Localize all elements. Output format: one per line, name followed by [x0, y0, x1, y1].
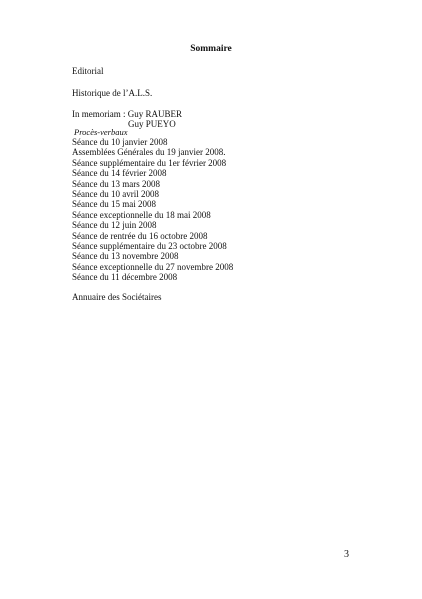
seance-item: Séance supplémentaire du 1er février 2008: [72, 157, 227, 168]
seance-item: Séance du 12 juin 2008: [72, 220, 157, 231]
seance-item: Séance du 14 février 2008: [72, 168, 167, 179]
toc-entry-annuaire: Annuaire des Sociétaires: [72, 292, 162, 302]
seance-item: Séance du 10 avril 2008: [72, 189, 159, 200]
page-number: 3: [344, 549, 349, 560]
toc-entry-historique: Historique de l’A.L.S.: [72, 88, 153, 98]
seance-item: Séance supplémentaire du 23 octobre 2008: [72, 241, 227, 252]
seance-item: Séance du 13 novembre 2008: [72, 251, 179, 262]
in-memoriam-line-1: In memoriam : Guy RAUBER: [72, 109, 182, 119]
seance-item: Séance exceptionnelle du 27 novembre 2008: [72, 261, 234, 272]
seances-list: [72, 137, 233, 283]
seance-item: Séance exceptionnelle du 18 mai 2008: [72, 209, 211, 220]
proces-verbaux-heading: Procès-verbaux: [74, 127, 128, 137]
toc-entry-editorial: Editorial: [72, 66, 104, 76]
seance-item: Séance du 13 mars 2008: [72, 178, 160, 189]
page-title: Sommaire: [190, 44, 232, 54]
seance-item: Séance du 11 décembre 2008: [72, 272, 178, 283]
seance-item: Séance de rentrée du 16 octobre 2008: [72, 230, 208, 241]
seance-item: Séance du 15 mai 2008: [72, 199, 156, 210]
in-memoriam-line-2: Guy PUEYO: [128, 119, 176, 130]
seance-item: Assemblées Générales du 19 janvier 2008.: [72, 147, 226, 158]
seance-item: Séance du 10 janvier 2008: [72, 137, 168, 147]
